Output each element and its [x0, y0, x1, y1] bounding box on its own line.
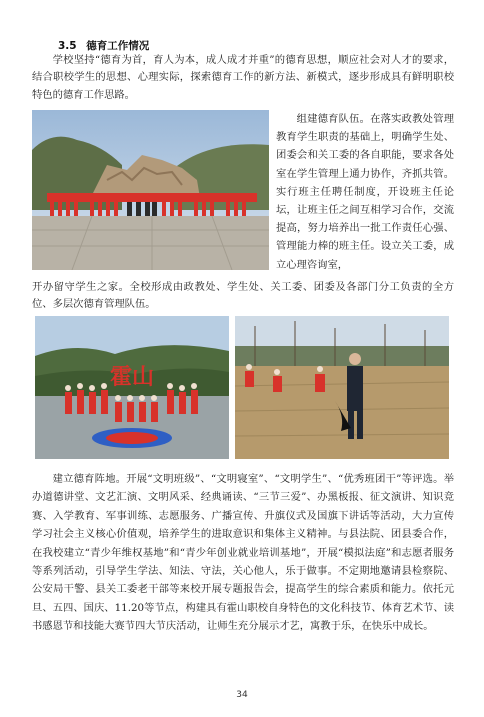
team-paragraph-part1: 组建德育队伍。在落实政教处管理教育学生职责的基础上，明确学生处、团委会和关工委的各自职能，要求各处室在学生管理上通力协作，齐抓共管。实行班主任聘任制度，开设班主任论坛，让班主任之间互相学习合作，交流提高，努力培养出一批工作责任心强、管理能力棒的班主任。设立关工委，成立心理咨询室， — [276, 113, 454, 271]
section-heading — [58, 38, 149, 53]
team-paragraph-part2: 开办留守学生之家。全校形成由政教处、学生处、关工委、团委及各部门分工负责的全方位、多层次德育管理队伍。 — [32, 281, 454, 311]
photo-team-at-monument — [32, 110, 269, 270]
photo-team-at-monument-drawing — [32, 110, 269, 270]
photo-volunteers-cleanup — [235, 316, 449, 459]
photo-students-with-sign-drawing — [35, 316, 229, 459]
red-sign-text: 霍山 — [109, 365, 155, 390]
page-number: 34 — [236, 690, 248, 700]
section-number: 3.5 — [58, 40, 77, 52]
intro-paragraph: 学校坚持“德育为首，育人为本，成人成才并重”的德育思想，顺应社会对人才的要求，结合职校学生的思想、心理实际，探索德育工作的新方法、新模式，逐步形成具有鲜明职校特色的德育工作思路。 — [32, 54, 454, 101]
section-title: 德育工作情况 — [86, 40, 150, 52]
base-paragraph: 建立德育阵地。开展“文明班级”、“文明寝室”、“文明学生”、“优秀班团干”等评选。举办道德讲堂、文艺汇演、文明风采、经典诵读、“三节三爱”、办黑板报、征文演讲、知识竞赛、入学教育、军事训练、志愿服务、广播宣传、升旗仪式及国旗下讲话等活动，大力宣传学习社会主义核心价值观，培养学生的进取意识和集体主义精神。与县法院、团县委合作，在我校建立“青少年维权基地”和“青少年创业就业培训基地”，开展“模拟法庭”和志愿者服务等系列活动，引导学生学法、知法、守法，关心他人，乐于做事。不定期地邀请县检察院、公安局干警、县关工委老干部等来校开展专题报告会，提高学生的综合素质和能力。依托元旦、五四、国庆、11.20等节点，构建具有霍山职校自身特色的文化科技节、体育艺术节、读书感恩节和技能大赛节四大节庆活动，让师生充分展示才艺，寓教于乐，在快乐中成长。 — [32, 473, 454, 633]
photo-volunteers-cleanup-drawing — [235, 316, 449, 459]
photo-students-with-sign — [35, 316, 229, 459]
